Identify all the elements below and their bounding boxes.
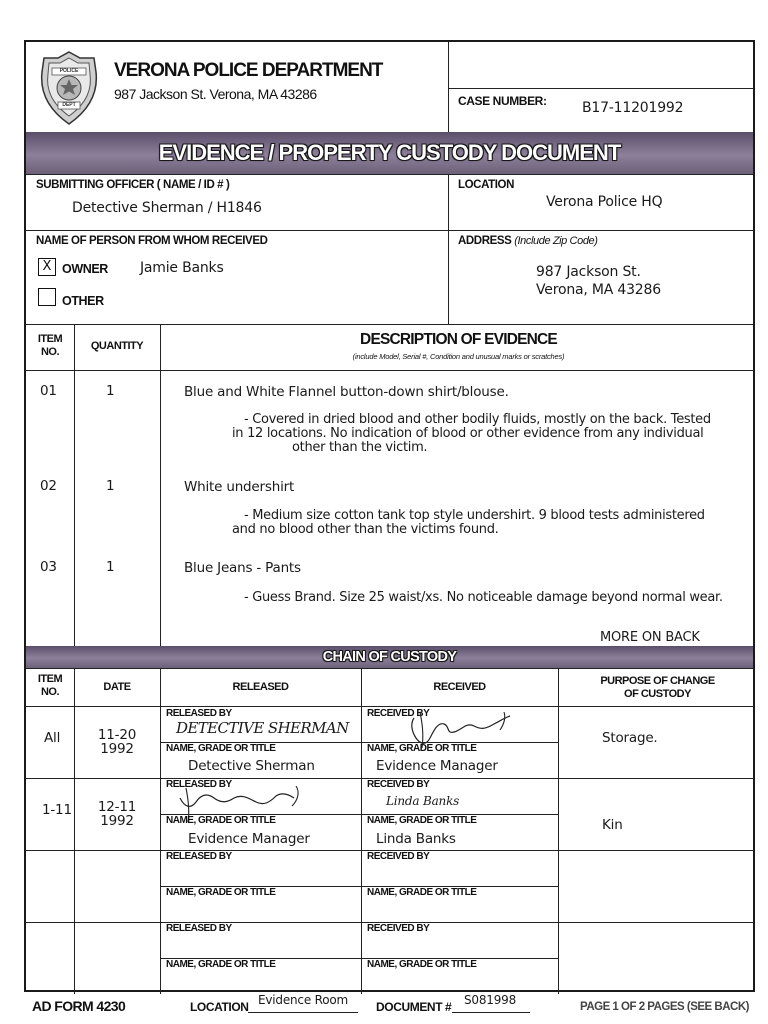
received-signature: Linda Banks [386,794,460,808]
evidence-item-detail: - Medium size cotton tank top style undershirt. 9 blood tests administered [244,508,705,523]
address-line-1: 987 Jackson St. [536,264,641,280]
name-grade-label: NAME, GRADE OR TITLE [166,743,276,754]
footer-location-line [248,1012,358,1013]
chain-date: 12-11 1992 [97,799,137,829]
evidence-item-qty: 1 [106,383,115,399]
evidence-description-header: DESCRIPTION OF EVIDENCE [360,331,557,348]
evidence-item-header: ITEM NO. [37,333,63,358]
evidence-item-no: 02 [40,478,57,494]
chain-item-header: ITEM NO. [37,673,63,698]
evidence-item-qty: 1 [106,478,115,494]
address-line-2: Verona, MA 43286 [536,282,661,298]
name-grade-label: NAME, GRADE OR TITLE [166,815,276,826]
footer-location-label: LOCATION [190,1000,249,1014]
chain-purpose: Kin [602,817,623,833]
chain-purpose-header: PURPOSE OF CHANGE OF CUSTODY [600,675,715,700]
submitting-officer-value: Detective Sherman / H1846 [72,200,262,216]
received-by-label: RECEIVED BY [367,779,430,790]
badge-top-text: POLICE [59,68,79,74]
evidence-quantity-header: QUANTITY [90,340,144,352]
police-badge-icon [38,50,100,126]
received-name: Linda Banks [376,831,456,847]
chain-purpose: Storage. [602,730,658,746]
name-grade-label: NAME, GRADE OR TITLE [367,815,477,826]
chain-date: 11-20 1992 [97,727,137,757]
case-number-label: CASE NUMBER: [458,94,547,108]
name-grade-label: NAME, GRADE OR TITLE [367,887,477,898]
custody-form [24,40,755,992]
name-grade-label: NAME, GRADE OR TITLE [367,743,477,754]
case-number-value: B17-11201992 [582,100,684,116]
chain-date-header: DATE [103,681,131,693]
evidence-item-qty: 1 [106,559,115,575]
address-label-text: ADDRESS [458,235,512,247]
chain-released-header: RELEASED [232,681,289,693]
received-by-label: RECEIVED BY [367,851,430,862]
other-checkbox[interactable] [38,288,56,306]
submitting-officer-label: SUBMITTING OFFICER ( NAME / ID # ) [36,179,230,191]
document-title: EVIDENCE / PROPERTY CUSTODY DOCUMENT [158,140,621,165]
evidence-item-no: 03 [40,559,57,575]
footer-document-value: S081998 [464,993,517,1007]
released-name: Detective Sherman [188,758,315,774]
other-label: OTHER [62,294,104,308]
chain-received-header: RECEIVED [433,681,486,693]
received-by-label: RECEIVED BY [367,923,430,934]
received-by-label: RECEIVED BY [367,708,430,719]
evidence-item-detail: - Covered in dried blood and other bodily fluids, mostly on the back. Tested [244,412,711,427]
evidence-item-title: White undershirt [184,479,295,495]
chain-item-no: 1-11 [42,802,72,818]
evidence-item-title: Blue Jeans - Pants [184,560,301,576]
released-name: Evidence Manager [188,831,310,847]
address-label [458,235,598,247]
footer-location-value: Evidence Room [258,993,348,1007]
evidence-item-detail: - Guess Brand. Size 25 waist/xs. No noticeable damage beyond normal wear. [244,590,723,605]
location-value: Verona Police HQ [546,194,663,210]
address-label-note: (Include Zip Code) [514,235,598,247]
badge-bottom-text: DEPT [62,102,76,108]
evidence-item-detail: and no blood other than the victims found. [232,522,499,537]
location-label: LOCATION [458,179,514,191]
released-by-label: RELEASED BY [166,851,232,862]
department-name: VERONA POLICE DEPARTMENT [114,60,383,81]
owner-name: Jamie Banks [140,260,224,276]
footer-document-label: DOCUMENT # [376,1000,452,1014]
department-address: 987 Jackson St. Verona, MA 43286 [114,86,317,102]
page-indicator: PAGE 1 OF 2 PAGES (SEE BACK) [580,1001,749,1013]
name-grade-label: NAME, GRADE OR TITLE [166,959,276,970]
evidence-item-no: 01 [40,383,57,399]
name-grade-label: NAME, GRADE OR TITLE [367,959,477,970]
chain-item-no: All [44,730,61,746]
evidence-description-note: (include Model, Serial #, Condition and unusual marks or scratches) [352,352,565,361]
owner-label: OWNER [62,262,108,276]
chain-title: CHAIN OF CUSTODY [322,649,457,665]
received-from-label: NAME OF PERSON FROM WHOM RECEIVED [36,235,268,247]
evidence-item-title: Blue and White Flannel button-down shirt/blouse. [184,384,509,400]
more-on-back: MORE ON BACK [600,630,700,645]
released-by-label: RELEASED BY [166,779,232,790]
released-signature: DETECTIVE SHERMAN [176,719,349,737]
received-name: Evidence Manager [376,758,498,774]
form-number: AD FORM 4230 [32,998,126,1014]
evidence-item-detail: other than the victim. [292,440,428,455]
footer-document-line [452,1012,530,1013]
evidence-item-detail: in 12 locations. No indication of blood or other evidence from any individual [232,426,704,441]
released-by-label: RELEASED BY [166,708,232,719]
owner-checkbox[interactable]: X [38,258,56,276]
released-by-label: RELEASED BY [166,923,232,934]
name-grade-label: NAME, GRADE OR TITLE [166,887,276,898]
